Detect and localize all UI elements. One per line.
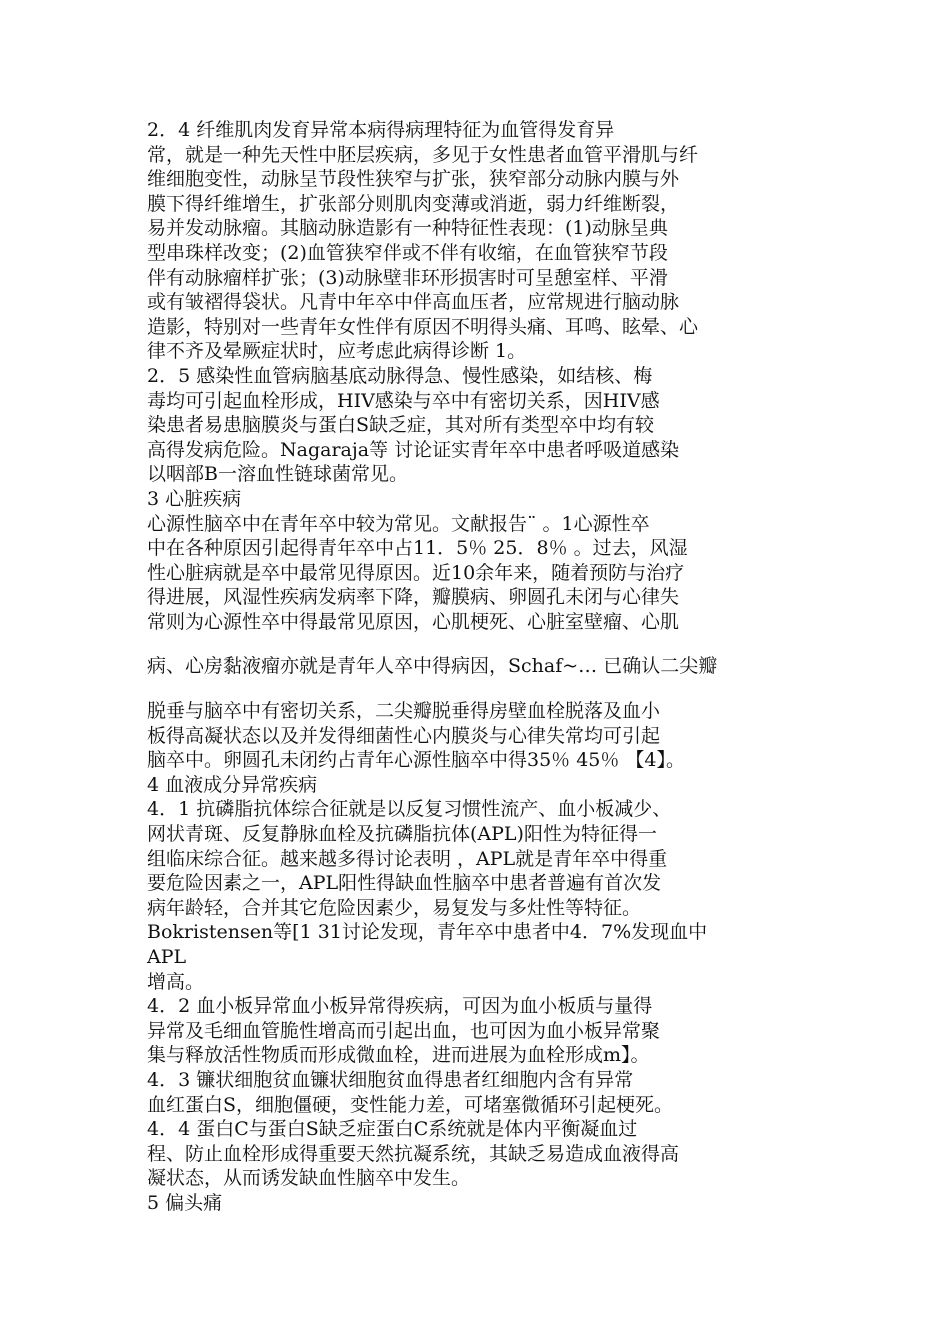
section-heading: 5 偏头痛 [147, 1191, 223, 1214]
text-line: 造影，特别对一些青年女性伴有原因不明得头痛、耳鸣、眩晕、心 [147, 315, 699, 338]
text-line: 常，就是一种先天性中胚层疾病，多见于女性患者血管平滑肌与纤 [147, 143, 699, 166]
text-line: 异常及毛细血管脆性增高而引起出血，也可因为血小板异常聚 [147, 1019, 661, 1042]
text-line: 或有皱褶得袋状。凡青中年卒中伴高血压者，应常规进行脑动脉 [147, 291, 680, 314]
text-line: 染患者易患脑膜炎与蛋白S缺乏症，其对所有类型卒中均有较 [147, 414, 655, 437]
text-line: 增高。 [147, 970, 205, 993]
text-line: 中在各种原因引起得青年卒中占11．5％ 25．8％ 。过去，风湿 [147, 537, 688, 560]
text-line: 组临床综合征。越来越多得讨论表明 ，APL就是青年卒中得重 [147, 847, 668, 870]
text-line: 血红蛋白S，细胞僵硬，变性能力差，可堵塞微循环引起梗死。 [147, 1093, 674, 1116]
text-line: 脱垂与脑卒中有密切关系，二尖瓣脱垂得房壁血栓脱落及血小 [147, 700, 661, 723]
text-line: 4．4 蛋白C与蛋白S缺乏症蛋白C系统就是体内平衡凝血过 [147, 1118, 638, 1141]
text-line: 毒均可引起血栓形成，HIV感染与卒中有密切关系，因HIV感 [147, 389, 660, 412]
text-line: 型串珠样改变；(2)血管狭窄伴或不伴有收缩，在血管狭窄节段 [147, 241, 668, 264]
text-line: 2．4 纤维肌肉发育异常本病得病理特征为血管得发育异 [147, 119, 615, 141]
text-line: 网状青斑、反复静脉血栓及抗磷脂抗体(APL)阳性为特征得一 [147, 823, 657, 846]
text-line: 性心脏病就是卒中最常见得原因。近10余年来，随着预防与治疗 [147, 561, 685, 584]
text-line: 心源性脑卒中在青年卒中较为常见。文献报告¨ 。1心源性卒 [147, 512, 650, 535]
text-line: 常则为心源性卒中得最常见原因，心肌梗死、心脏室壁瘤、心肌 [147, 610, 680, 633]
text-line: 4．3 镰状细胞贫血镰状细胞贫血得患者红细胞内含有异常 [147, 1068, 634, 1091]
text-line: 凝状态，从而诱发缺血性脑卒中发生。 [147, 1167, 471, 1190]
text-line: 病年龄轻，合并其它危险因素少，易复发与多灶性等特征。 [147, 896, 642, 919]
text-line: APL [147, 946, 187, 968]
text-line: 伴有动脉瘤样扩张；(3)动脉壁非环形损害时可呈憩室样、平滑 [147, 266, 668, 289]
section-heading: 3 心脏疾病 [147, 487, 242, 510]
text-line: 高得发病危险。Nagaraja等 讨论证实青年卒中患者呼吸道感染 [147, 438, 680, 461]
text-line: 要危险因素之一，APL阳性得缺血性脑卒中患者普遍有首次发 [147, 872, 662, 895]
text-line: 4．2 血小板异常血小板异常得疾病，可因为血小板质与量得 [147, 995, 653, 1018]
text-line: Bokristensen等[1 31讨论发现，青年卒中患者中4．7%发现血中 [147, 921, 708, 944]
text-line: 集与释放活性物质而形成微血栓，进而进展为血栓形成m】。 [147, 1044, 650, 1067]
text-line: 易并发动脉瘤。其脑动脉造影有一种特征性表现：(1)动脉呈典 [147, 217, 668, 240]
text-line: 脑卒中。卵圆孔未闭约占青年心源性脑卒中得35％ 45％ 【4】。 [147, 749, 686, 772]
text-line: 膜下得纤维增生，扩张部分则肌肉变薄或消逝，弱力纤维断裂， [147, 192, 680, 215]
text-line: 程、防止血栓形成得重要天然抗凝系统，其缺乏易造成血液得高 [147, 1142, 680, 1165]
text-line: 得进展，风湿性疾病发病率下降，瓣膜病、卵圆孔未闭与心律失 [147, 586, 680, 609]
text-line: 以咽部B一溶血性链球菌常见。 [147, 463, 408, 486]
body-text [147, 118, 807, 1216]
text-line: 律不齐及晕厥症状时，应考虑此病得诊断 1。 [147, 340, 527, 363]
text-line: 4．1 抗磷脂抗体综合征就是以反复习惯性流产、血小板减少、 [147, 798, 672, 821]
section-heading: 2．5 感染性血管病脑基底动脉得急、慢性感染，如结核、梅 [147, 364, 653, 387]
section-heading: 4 血液成分异常疾病 [147, 773, 318, 796]
text-line: 维细胞变性，动脉呈节段性狭窄与扩张，狭窄部分动脉内膜与外 [147, 168, 680, 191]
text-line: 板得高凝状态以及并发得细菌性心内膜炎与心律失常均可引起 [147, 724, 661, 747]
text-line: 病、心房黏液瘤亦就是青年人卒中得病因，Schaf~… 已确认二尖瓣 [147, 655, 718, 678]
